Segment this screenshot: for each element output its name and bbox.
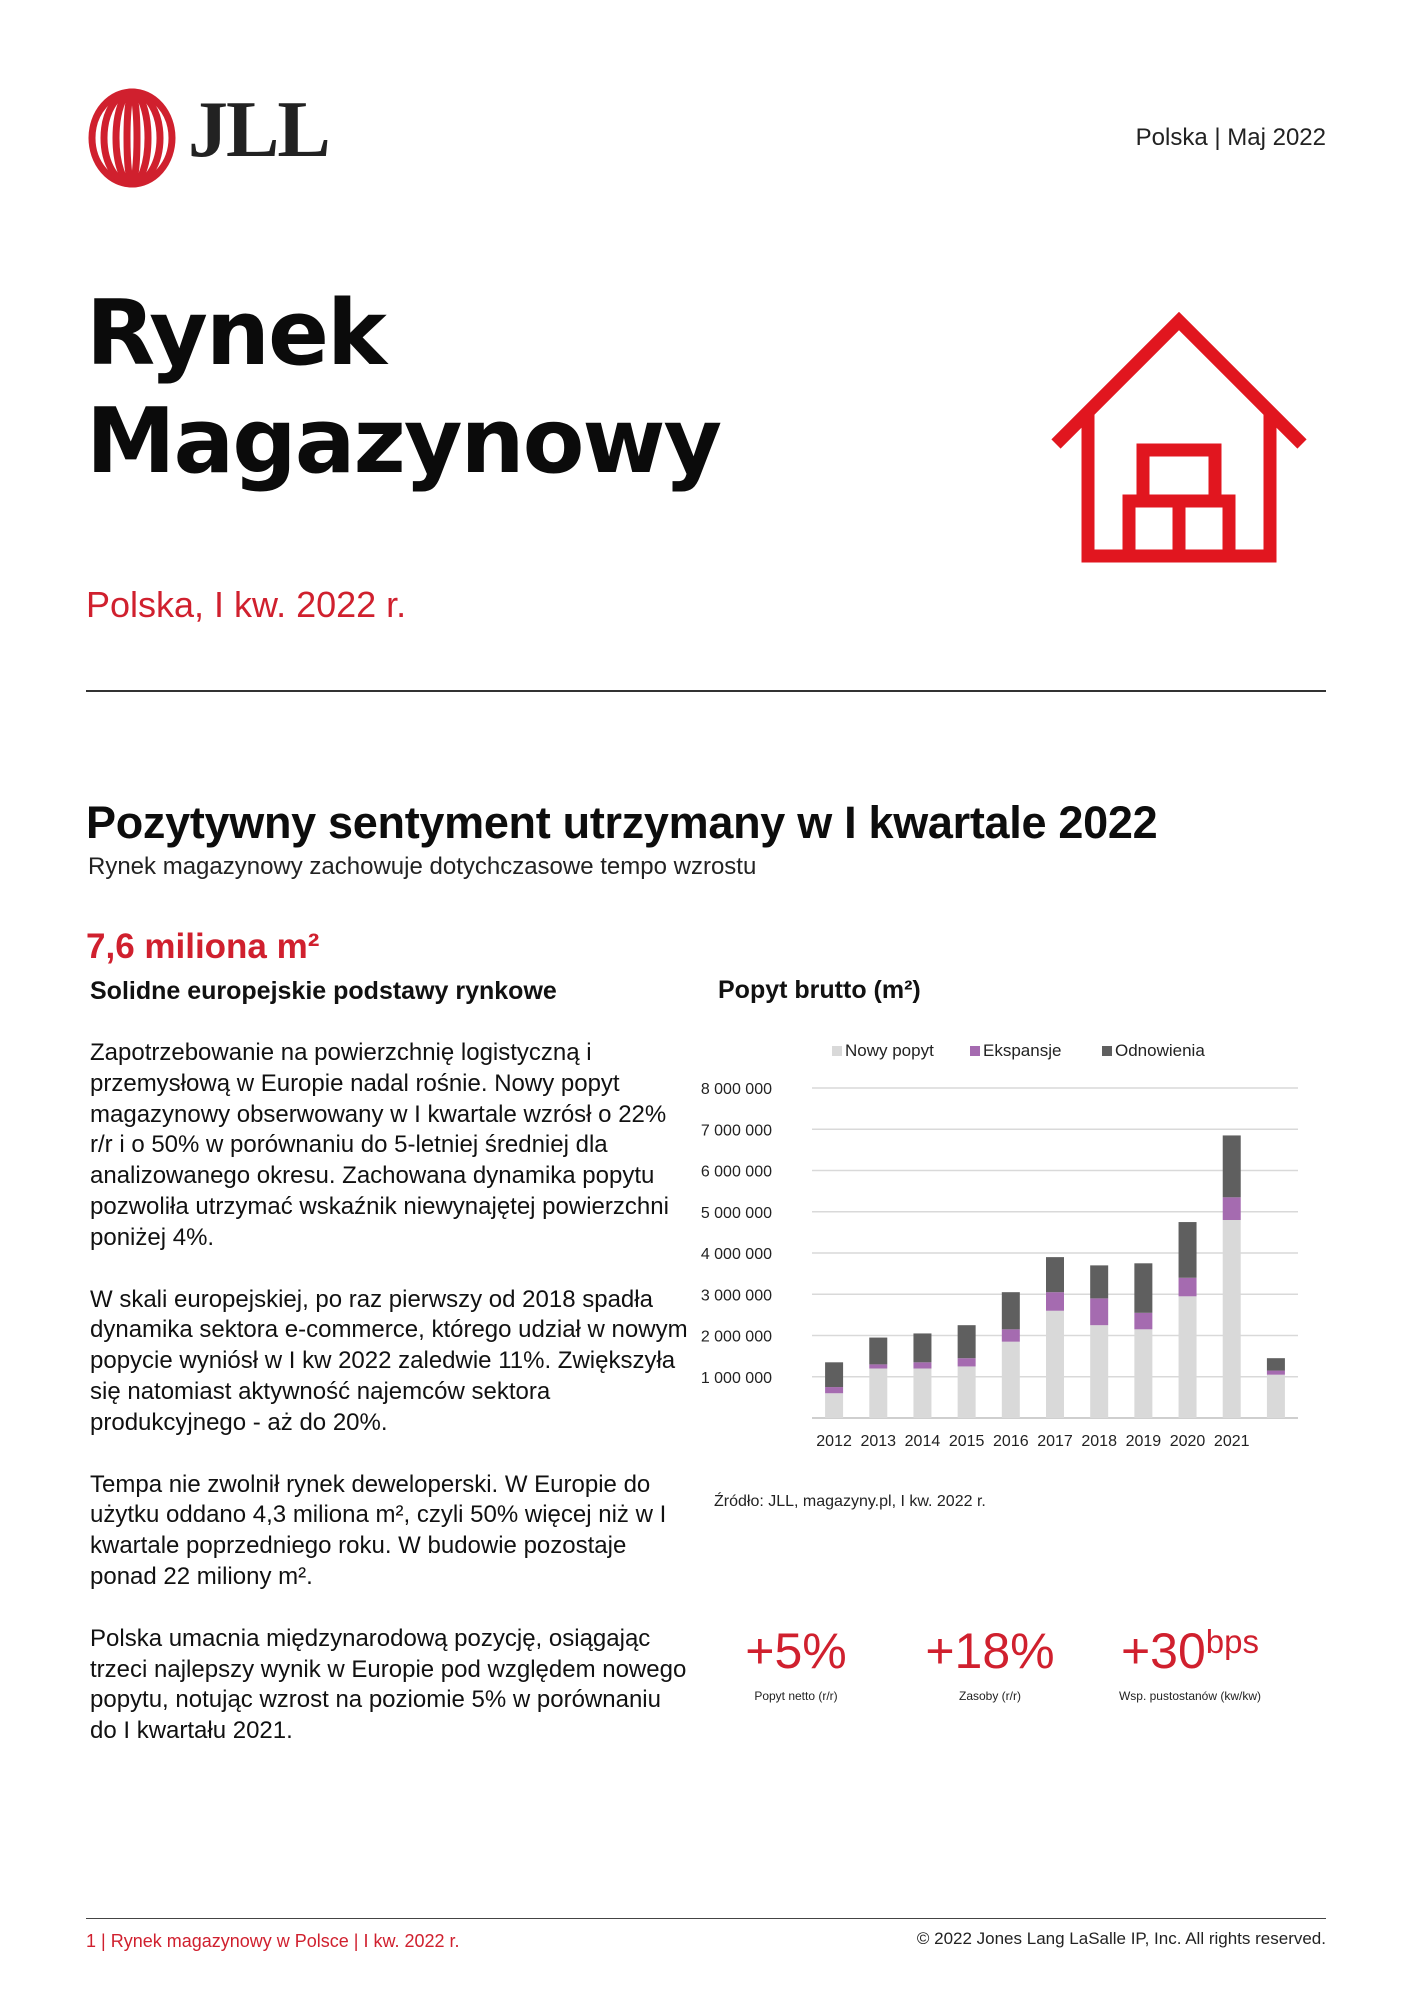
bar-segment bbox=[1002, 1292, 1020, 1329]
kpi-label: Popyt netto (r/r) bbox=[754, 1689, 838, 1703]
legend-swatch bbox=[832, 1046, 842, 1056]
body-text bbox=[90, 1038, 690, 1778]
footer-copyright: © 2022 Jones Lang LaSalle IP, Inc. All rights reserved. bbox=[916, 1929, 1326, 1948]
demand-chart bbox=[700, 1030, 1340, 1520]
bar-segment bbox=[913, 1362, 931, 1368]
paragraph: Tempa nie zwolnił rynek deweloperski. W Europie do użytku oddano 4,3 miliona m², czyli 50% więcej niż w I kwartale poprzedniego roku. W budowie pozostaje ponad 22 miliony m². bbox=[90, 1470, 667, 1590]
bar-segment bbox=[1179, 1296, 1197, 1418]
kpi-vacancy bbox=[1100, 1612, 1280, 1703]
x-tick-label: 2014 bbox=[904, 1433, 941, 1450]
x-tick-label: 2016 bbox=[993, 1433, 1029, 1450]
footer-page-label: 1 | Rynek magazynowy w Polsce | I kw. 2022 r. bbox=[86, 1931, 460, 1951]
bar-segment bbox=[1179, 1278, 1197, 1297]
chart-bars bbox=[825, 1135, 1285, 1418]
y-tick-label: 1 000 000 bbox=[700, 1369, 772, 1387]
warehouse-icon bbox=[1050, 312, 1308, 564]
y-tick-label: 7 000 000 bbox=[700, 1122, 772, 1140]
page-title bbox=[86, 280, 720, 496]
bar-segment bbox=[1090, 1265, 1108, 1298]
paragraph: W skali europejskiej, po raz pierwszy od 2018 spadła dynamika sektora e-commerce, którego udział w nowym popycie wyniósł w I kw 2022 zaledwie 11%. Zwiększyła się natomiast aktywność najemców sektora produkcyjnego - aż do 20%. bbox=[90, 1285, 688, 1436]
country-date-label: Polska | Maj 2022 bbox=[1135, 124, 1326, 151]
left-column-heading: Solidne europejskie podstawy rynkowe bbox=[90, 977, 557, 1005]
kpi-value: +5% bbox=[745, 1623, 847, 1679]
bar-segment bbox=[869, 1364, 887, 1368]
bar-segment bbox=[869, 1338, 887, 1365]
paragraph: Polska umacnia międzynarodową pozycję, osiągając trzeci najlepszy wynik w Europie pod względem nowego popytu, notując wzrost na poziomie 5% w porównaniu do I kwartału 2021. bbox=[90, 1624, 687, 1745]
bar-segment bbox=[913, 1333, 931, 1362]
kpi-net-demand bbox=[706, 1612, 886, 1703]
title-line-1: Rynek bbox=[86, 281, 385, 386]
y-tick-label: 4 000 000 bbox=[700, 1246, 772, 1263]
section-headline: Pozytywny sentyment utrzymany w I kwartale 2022 bbox=[86, 797, 1158, 848]
bar-segment bbox=[869, 1369, 887, 1419]
bar-segment bbox=[958, 1358, 976, 1366]
section-tagline: Rynek magazynowy zachowuje dotychczasowe tempo wzrostu bbox=[88, 853, 757, 880]
bar-segment bbox=[1046, 1311, 1064, 1418]
divider bbox=[86, 690, 1326, 692]
bar-segment bbox=[825, 1393, 843, 1418]
bar-segment bbox=[958, 1325, 976, 1358]
bar-segment bbox=[1179, 1222, 1197, 1278]
cover-subtitle: Polska, I kw. 2022 r. bbox=[86, 584, 407, 625]
x-tick-label: 2017 bbox=[1037, 1433, 1073, 1450]
bar-segment bbox=[1134, 1313, 1152, 1330]
x-tick-label: 2020 bbox=[1169, 1433, 1206, 1450]
bar-segment bbox=[1223, 1135, 1241, 1197]
y-tick-label: 8 000 000 bbox=[700, 1081, 772, 1098]
bar-segment bbox=[1223, 1197, 1241, 1220]
legend-label: Odnowienia bbox=[1115, 1041, 1205, 1060]
y-tick-label: 5 000 000 bbox=[700, 1204, 772, 1222]
bar-segment bbox=[1046, 1292, 1064, 1311]
bar-segment bbox=[825, 1387, 843, 1393]
bar-segment bbox=[1090, 1298, 1108, 1325]
kpi-value: +18% bbox=[925, 1623, 1055, 1679]
chart-source-note: Źródło: JLL, magazyny.pl, I kw. 2022 r. bbox=[714, 1493, 986, 1510]
y-tick-label: 3 000 000 bbox=[700, 1287, 772, 1305]
x-tick-label: 2019 bbox=[1125, 1433, 1162, 1450]
kpi-label: Zasoby (r/r) bbox=[958, 1689, 1021, 1703]
chart-legend bbox=[832, 1041, 1205, 1060]
x-tick-label: 2021 bbox=[1213, 1433, 1250, 1450]
y-tick-label: 6 000 000 bbox=[700, 1163, 772, 1181]
bar-segment bbox=[825, 1362, 843, 1387]
chart-x-axis bbox=[816, 1433, 1249, 1450]
bar-segment bbox=[1090, 1325, 1108, 1418]
footer-divider bbox=[86, 1918, 1326, 1919]
bar-segment bbox=[1267, 1375, 1285, 1418]
bar-segment bbox=[1267, 1371, 1285, 1375]
bar-segment bbox=[913, 1369, 931, 1419]
chart-grid bbox=[701, 1081, 1298, 1418]
legend-swatch bbox=[1102, 1046, 1112, 1056]
legend-label: Ekspansje bbox=[983, 1041, 1062, 1060]
legend-swatch bbox=[970, 1046, 980, 1056]
bar-segment bbox=[958, 1366, 976, 1418]
headline-stat: 7,6 miliona m² bbox=[86, 927, 320, 966]
x-tick-label: 2018 bbox=[1081, 1433, 1117, 1450]
bar-segment bbox=[1134, 1329, 1152, 1418]
bar-segment bbox=[1223, 1220, 1241, 1418]
kpi-label: Wsp. pustostanów (kw/kw) bbox=[1118, 1689, 1262, 1703]
kpi-stock bbox=[900, 1612, 1080, 1703]
bar-segment bbox=[1267, 1358, 1285, 1370]
legend-label: Nowy popyt bbox=[845, 1041, 934, 1060]
x-tick-label: 2012 bbox=[816, 1433, 852, 1450]
logo-wordmark: JLL bbox=[188, 86, 329, 174]
bar-segment bbox=[1002, 1342, 1020, 1418]
kpi-value: $+30^{bps}$ bbox=[1120, 1623, 1260, 1679]
x-tick-label: 2015 bbox=[948, 1433, 985, 1450]
bar-segment bbox=[1046, 1257, 1064, 1292]
bar-segment bbox=[1134, 1263, 1152, 1313]
chart-title: Popyt brutto (m²) bbox=[718, 976, 921, 1004]
y-tick-label: 2 000 000 bbox=[700, 1328, 772, 1346]
x-tick-label: 2013 bbox=[860, 1433, 897, 1450]
paragraph: Zapotrzebowanie na powierzchnię logistyczną i przemysłową w Europie nadal rośnie. Nowy popyt magazynowy obserwowany w I kwartale wzrósł o 22% r/r i o 50% w porównaniu do 5-letniej średniej dla analizowanego okresu. Zachowana dynamika popytu pozwoliła utrzymać wskaźnik niewynajętej powierzchni poniżej 4%. bbox=[90, 1039, 669, 1251]
title-line-2: Magazynowy bbox=[86, 389, 721, 494]
bar-segment bbox=[1002, 1329, 1020, 1341]
